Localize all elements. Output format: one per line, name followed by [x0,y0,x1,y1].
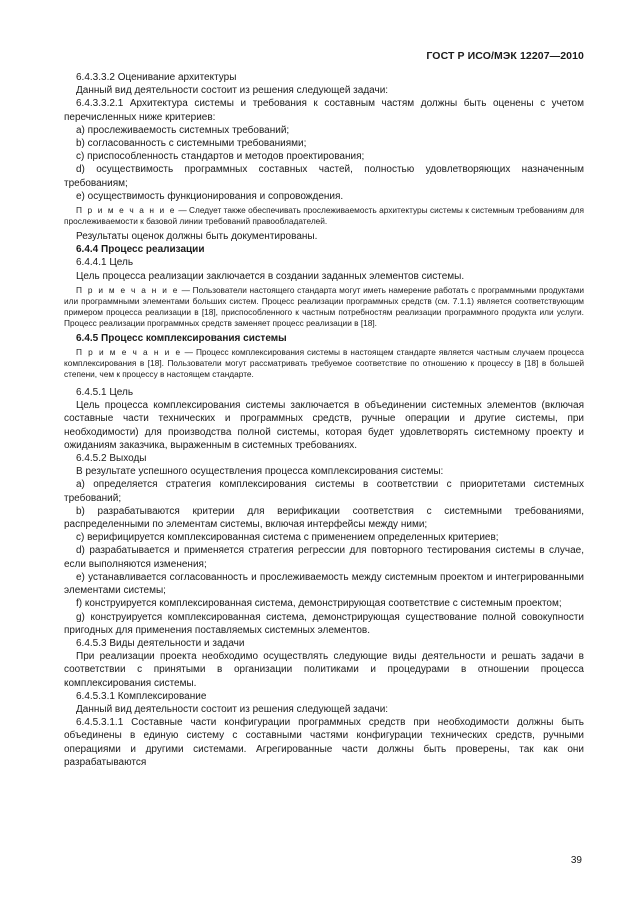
paragraph: 6.4.5.3.1.1 Составные части конфигурации программных средств при необходимости должны быть объединены в единую систему с составными частями конфигурации технических средств, ручными операциями и другими системами. Агрегированные части должны быть проверены, так как они разрабатываются [64,717,584,768]
note-text: — Пользователи настоящего стандарта могут иметь намерение работать с программными продуктами или программными элементами больших систем. Процесс реализации программных средств (см. 7.1.1) является соответствующим примером процесса реализации в [18], приспособленного к частным потребностям реализации программного продукта или услуги. Процесс реализации программных средств заменяет процесс реализации в [18]. [64,284,584,328]
list-item: f) конструируется комплексированная система, демонстрирующая соответствие с системным проектом; [76,598,562,610]
note-text: — Следует также обеспечивать прослеживаемость архитектуры системы к системным требованиям для прослеживаемости к базовой линии требований правообладателей. [64,205,584,227]
standard-header: ГОСТ Р ИСО/МЭК 12207—2010 [426,50,584,62]
list-item: b) разрабатываются критерии для верификации соответствия с системными требованиями, распределенными по элементам системы, включая интерфейсы между ними; [64,505,584,531]
paragraph: Данный вид деятельности состоит из решения следующей задачи: [76,703,389,715]
list-item: a) прослеживаемость системных требований; [76,124,290,136]
list-item: b) согласованность с системными требованиями; [76,138,307,150]
page-body [64,71,584,769]
section-heading: 6.4.4.1 Цель [76,257,134,269]
note-text: — Процесс комплексирования системы в настоящем стандарте является частным случаем процесса комплексирования в [18]. Пользователи могут рассматривать требуемое соответствие по отношению к процессу в [18] в большей степени, чем к процессу в настоящем стандарте. [64,347,584,380]
section-heading: 6.4.3.3.2 Оценивание архитектуры [76,72,237,83]
paragraph: 6.4.3.3.2.1 Архитектура системы и требования к составным частям должны быть оценены с учетом перечисленных ниже критериев: [64,98,584,123]
list-item: g) конструируется комплексированная система, демонстрирующая существование полной совокупности пригодных для применения поставляемых системных элементов. [64,611,584,636]
list-item: d) разрабатывается и применяется стратегия регрессии для повторного тестирования системы в случае, если выполняются изменения; [64,545,584,570]
paragraph: При реализации проекта необходимо осуществлять следующие виды деятельности и решать задачи в соответствии с принятыми в организации политиками и процедурами в отношении процесса комплексирования системы. [64,651,584,689]
note-label: П р и м е ч а н и е [76,284,179,295]
paragraph: В результате успешного осуществления процесса комплексирования системы: [76,466,444,478]
note-label: П р и м е ч а н и е [76,205,176,216]
note [64,205,584,227]
list-item: c) приспособленность стандартов и методов проектирования; [76,151,365,163]
note [64,347,584,380]
section-title: 6.4.4 Процесс реализации [76,244,205,256]
paragraph: Данный вид деятельности состоит из решения следующей задачи: [76,85,389,97]
paragraph: Результаты оценок должны быть документированы. [76,231,318,243]
list-item: e) осуществимость функционирования и сопровождения. [76,190,344,202]
note [64,285,584,329]
list-item: c) верифицируется комплексированная система с применением определенных критериев; [76,532,499,544]
section-heading: 6.4.5.1 Цель [76,387,134,399]
section-title: 6.4.5 Процесс комплексирования системы [76,332,287,344]
section-heading: 6.4.5.3 Виды деятельности и задачи [76,637,245,649]
note-label: П р и м е ч а н и е [76,347,182,358]
list-item: a) определяется стратегия комплексирования системы в соответствии с приоритетами системных требований; [64,479,584,504]
section-heading: 6.4.5.2 Выходы [76,453,147,465]
paragraph: Цель процесса реализации заключается в создании заданных элементов системы. [76,270,465,282]
list-item: d) осуществимость программных составных частей, полностью удовлетворяющих назначенным требованиям; [64,164,584,189]
page-number: 39 [570,855,582,866]
list-item: e) устанавливается согласованность и прослеживаемость между системным проектом и интегрированными элементами системы; [64,571,584,597]
section-heading: 6.4.5.3.1 Комплексирование [76,690,207,702]
paragraph: Цель процесса комплексирования системы заключается в объединении системных элементов (включая составные части технических и программных средств, ручные операции и другие системы, при необходимости) для производства полной системы, которая будет удовлетворять системному проекту и ожиданиям заказчика, выраженным в системных требованиях. [64,400,584,451]
